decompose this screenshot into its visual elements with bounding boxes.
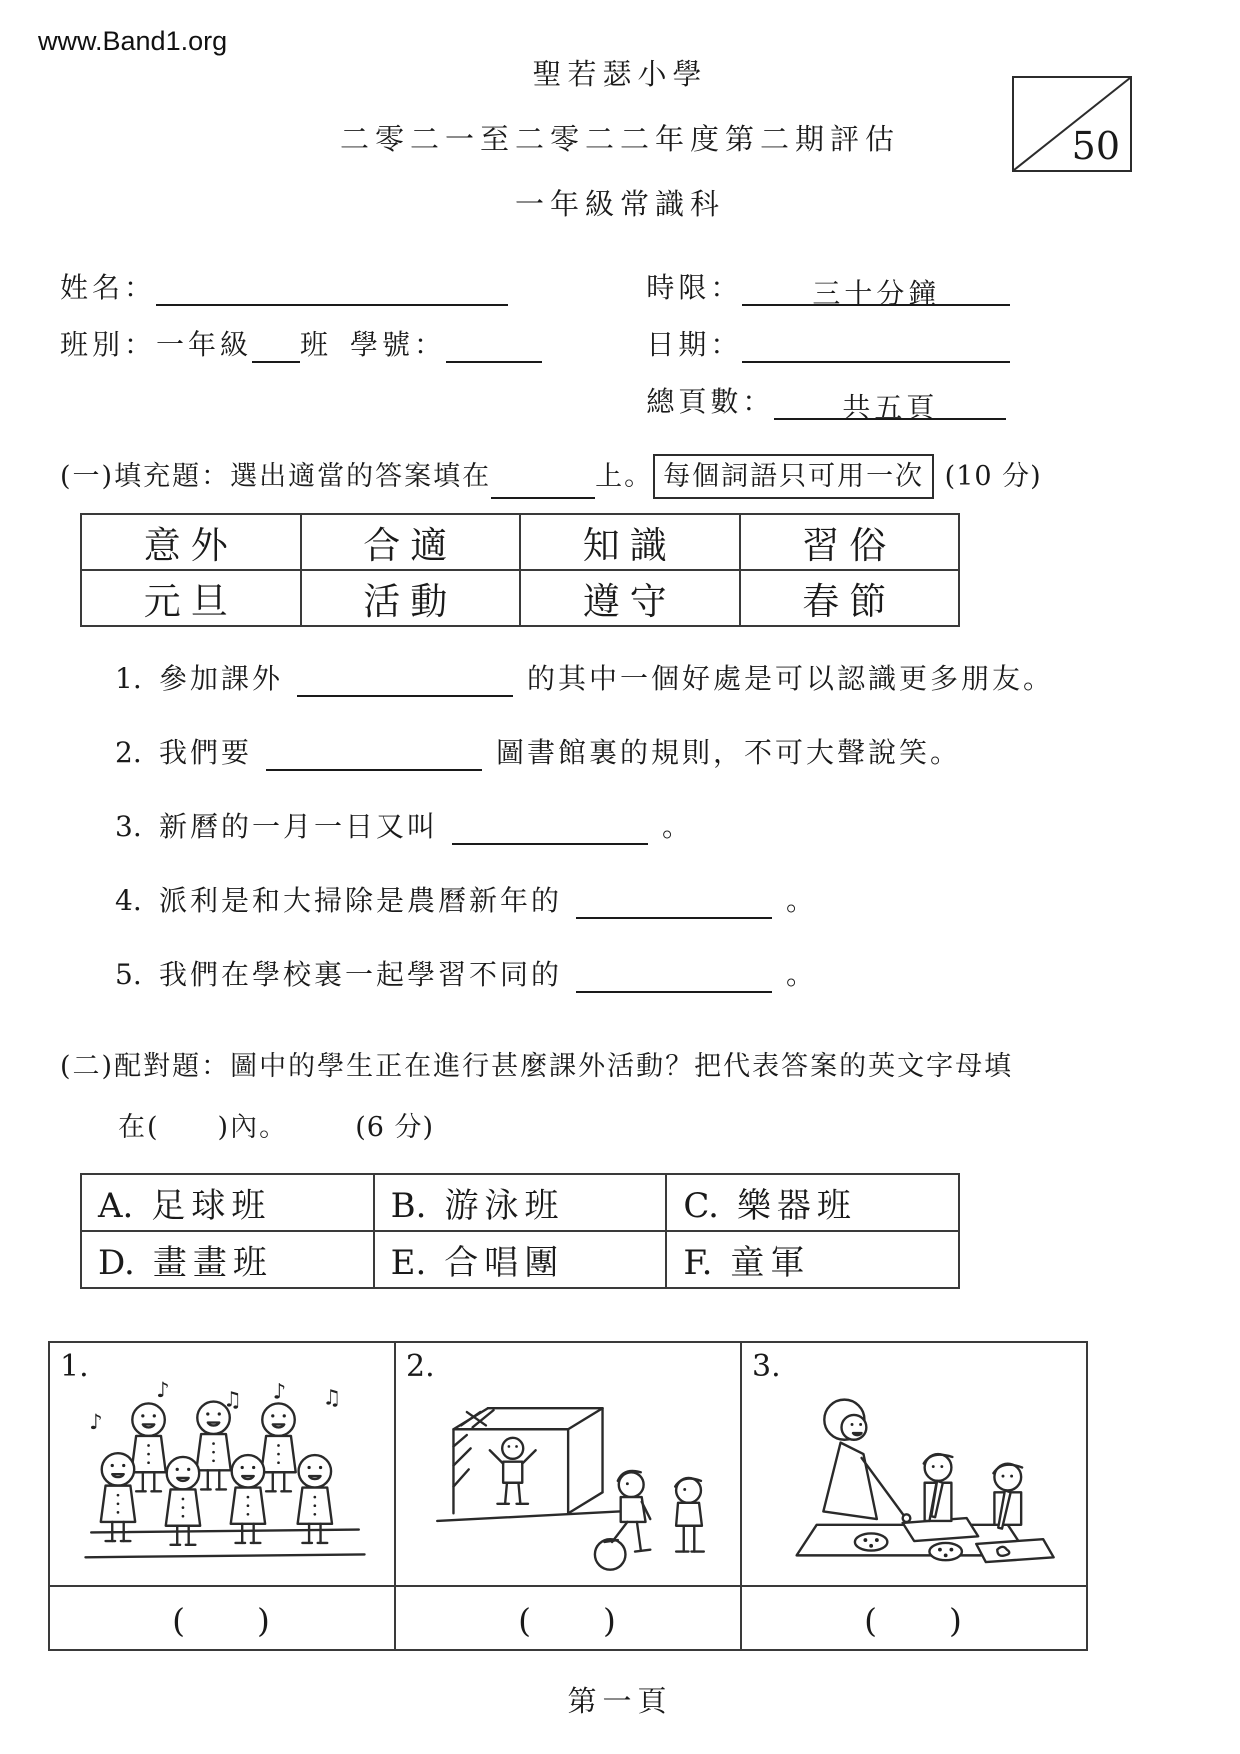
option-label: 樂器班 xyxy=(736,1186,857,1227)
option-label: 合唱團 xyxy=(444,1243,565,1284)
section1-heading-middle: 上。 xyxy=(595,461,654,492)
section1-heading xyxy=(60,454,1192,499)
question-2 xyxy=(115,731,1240,770)
student-no-label: 學號： xyxy=(350,328,447,361)
class-suffix: 班 xyxy=(300,328,333,361)
school-name: 聖若瑟小學 xyxy=(532,57,708,91)
fill-blank-line xyxy=(297,663,513,697)
word-bank-cell: 活動 xyxy=(301,570,521,626)
picture-number: 3. xyxy=(752,1349,781,1385)
page-number-footer: 第一頁 xyxy=(567,1684,673,1719)
option-label: 童軍 xyxy=(730,1243,811,1284)
word-bank-cell: 元旦 xyxy=(81,570,301,626)
section1-heading-prefix: (一)填充題：選出適當的答案填在 xyxy=(60,461,492,492)
word-bank-cell: 習俗 xyxy=(740,514,960,570)
name-blank-line xyxy=(156,272,508,306)
picture-number: 1. xyxy=(60,1349,89,1385)
option-letter: E. xyxy=(390,1243,427,1284)
choir-illustration xyxy=(65,1370,385,1585)
word-bank-cell: 知識 xyxy=(520,514,740,570)
date-label: 日期： xyxy=(646,328,743,361)
info-row-3 xyxy=(60,363,1180,424)
section2-heading xyxy=(60,1047,1192,1147)
option-letter: A. xyxy=(98,1186,134,1227)
question-4 xyxy=(115,879,1240,918)
question-text-before: 參加課外 xyxy=(159,662,284,696)
pictures-row xyxy=(49,1342,1087,1586)
fill-blank-line xyxy=(576,959,772,993)
question-text-after: 。 xyxy=(786,958,818,992)
word-bank-cell: 意外 xyxy=(81,514,301,570)
options-table xyxy=(80,1173,960,1289)
svg-text:♫: ♫ xyxy=(322,1384,342,1410)
word-bank-cell: 合適 xyxy=(301,514,521,570)
word-bank-cell: 春節 xyxy=(740,570,960,626)
section2-heading-line2 xyxy=(118,1108,1192,1147)
section1-questions xyxy=(115,657,1240,992)
picture-number: 2. xyxy=(406,1349,435,1385)
class-label: 班別：一年級 xyxy=(60,328,253,361)
question-number: 5. xyxy=(115,958,142,992)
svg-text:♪: ♪ xyxy=(272,1379,287,1405)
option-C xyxy=(666,1174,959,1231)
option-F xyxy=(666,1231,959,1288)
info-row-2 xyxy=(60,306,1180,363)
section2-heading-line2-text: 在( )內。 xyxy=(118,1112,289,1144)
fill-blank-line xyxy=(452,811,648,845)
time-limit-label: 時限： xyxy=(646,271,743,304)
option-letter: F. xyxy=(683,1243,713,1284)
watermark-url: www.Band1.org xyxy=(38,26,228,56)
word-bank-cell: 遵守 xyxy=(520,570,740,626)
option-E xyxy=(374,1231,667,1288)
picture-cell-3 xyxy=(741,1342,1087,1586)
option-label: 足球班 xyxy=(151,1186,272,1227)
question-text-before: 派利是和大掃除是農曆新年的 xyxy=(159,884,563,918)
option-letter: B. xyxy=(390,1186,427,1227)
word-bank-row xyxy=(81,570,959,626)
question-number: 3. xyxy=(115,810,142,844)
svg-text:♪: ♪ xyxy=(156,1377,170,1403)
class-blank-line xyxy=(252,329,300,363)
pictures-grid xyxy=(48,1341,1088,1651)
answer-blank-1: ( ) xyxy=(49,1586,395,1650)
date-blank-line xyxy=(742,329,1010,363)
subject-title: 一年級常識科 xyxy=(514,187,725,221)
painting-illustration xyxy=(757,1370,1077,1585)
option-A xyxy=(81,1174,374,1231)
question-text-after: 的其中一個好處是可以認識更多朋友。 xyxy=(527,662,1055,696)
question-5 xyxy=(115,953,1240,992)
name-label: 姓名： xyxy=(60,271,157,304)
question-number: 4. xyxy=(115,884,142,918)
total-pages-value: 共五頁 xyxy=(774,386,1006,420)
picture-cell-1 xyxy=(49,1342,395,1586)
option-label: 畫畫班 xyxy=(152,1243,273,1284)
option-D xyxy=(81,1231,374,1288)
option-label: 游泳班 xyxy=(444,1186,565,1227)
section1-heading-blank xyxy=(491,465,595,499)
question-number: 1. xyxy=(115,662,142,696)
question-number: 2. xyxy=(115,736,142,770)
fill-blank-line xyxy=(266,737,482,771)
total-pages-label: 總頁數： xyxy=(646,385,775,418)
question-3 xyxy=(115,805,1240,844)
answer-blank-2: ( ) xyxy=(395,1586,741,1650)
option-letter: C. xyxy=(683,1186,719,1227)
answers-row xyxy=(49,1586,1087,1650)
exam-title: 二零二一至二零二二年度第二期評估 xyxy=(339,122,900,156)
option-B xyxy=(374,1174,667,1231)
section1-boxed-note: 每個詞語只可用一次 xyxy=(653,454,934,499)
question-text-after: 。 xyxy=(786,884,818,918)
picture-cell-2 xyxy=(395,1342,741,1586)
fill-blank-line xyxy=(576,885,772,919)
options-row xyxy=(81,1174,959,1231)
info-row-1 xyxy=(60,249,1180,310)
options-row xyxy=(81,1231,959,1288)
score-box xyxy=(1012,76,1132,172)
student-info-block xyxy=(60,249,1180,424)
question-text-after: 。 xyxy=(662,810,694,844)
word-bank-table xyxy=(80,513,960,627)
answer-blank-3: ( ) xyxy=(741,1586,1087,1650)
question-text-before: 我們要 xyxy=(159,736,253,770)
question-text-before: 新曆的一月一日又叫 xyxy=(159,810,439,844)
student-no-blank-line xyxy=(446,329,542,363)
question-1 xyxy=(115,657,1240,696)
word-bank-row xyxy=(81,514,959,570)
section2-points: (6 分) xyxy=(355,1112,435,1144)
svg-text:♫: ♫ xyxy=(223,1386,242,1412)
section2-heading-line1: (二)配對題：圖中的學生正在進行甚麼課外活動？把代表答案的英文字母填 xyxy=(60,1051,1014,1083)
time-limit-value: 三十分鐘 xyxy=(742,272,1010,306)
option-letter: D. xyxy=(98,1243,135,1284)
football-illustration xyxy=(406,1370,736,1585)
question-text-before: 我們在學校裏一起學習不同的 xyxy=(159,958,563,992)
svg-text:♪: ♪ xyxy=(89,1409,103,1435)
section1-points: (10 分) xyxy=(944,461,1042,492)
total-score: 50 xyxy=(1071,124,1120,168)
question-text-after: 圖書館裏的規則，不可大聲說笑。 xyxy=(496,736,962,770)
